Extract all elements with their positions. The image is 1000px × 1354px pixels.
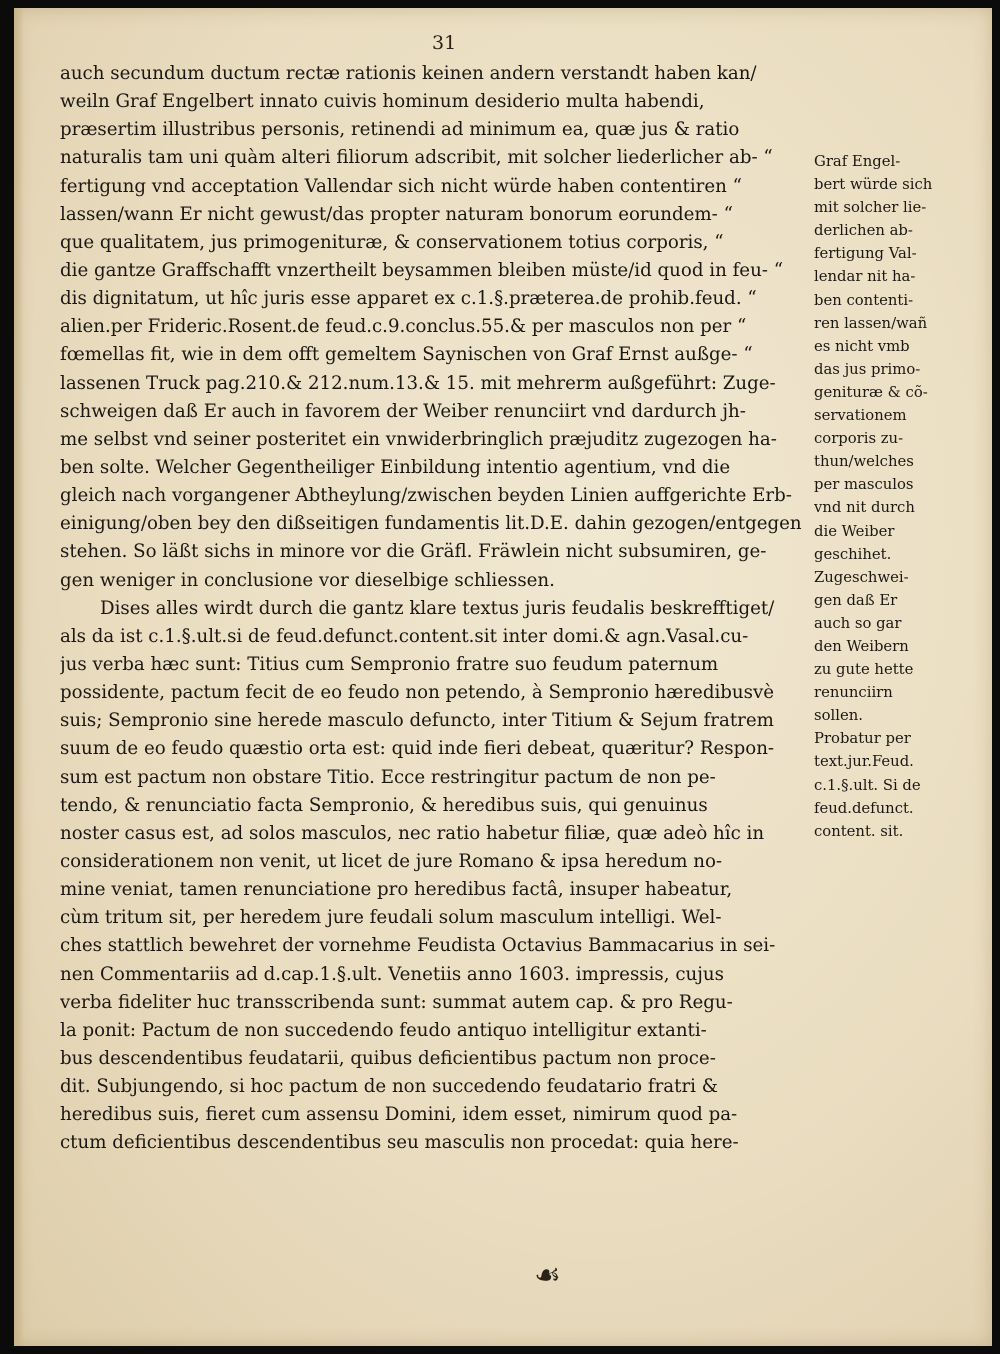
text-line: noster casus est, ad solos masculos, nec ratio habetur filiæ, quæ adeò hîc in [60,822,765,844]
text-line: que qualitatem, jus primogenituræ, & conservationem totius corporis, “ [60,231,724,253]
text-line: considerationem non venit, ut licet de jure Romano & ipsa heredum no- [60,850,723,872]
fleuron-ornament-icon: ☙ [534,1258,561,1293]
margin-note-line: per masculos [814,476,914,494]
margin-note-line: bert würde sich [814,176,933,194]
margin-note-line: c.1.§.ult. Si de [814,776,921,794]
text-line: schweigen daß Er auch in favorem der Weiber renunciirt vnd dardurch jh- [60,400,746,422]
text-line: dis dignitatum, ut hîc juris esse apparet ex c.1.§.præterea.de prohib.feud. “ [60,288,757,310]
text-line: bus descendentibus feudatarii, quibus deficientibus pactum non proce- [60,1047,716,1069]
margin-note-line: corporis zu- [814,430,904,448]
text-line: gen weniger in conclusione vor dieselbige schliessen. [60,569,555,591]
text-line: fertigung vnd acceptation Vallendar sich nicht würde haben contentiren “ [60,175,742,197]
margin-note-line: ren lassen/wañ [814,314,928,332]
page-number: 31 [432,32,457,54]
text-line: lassen/wann Er nicht gewust/das propter naturam bonorum eorundem- “ [60,203,733,225]
margin-note-line: das jus primo- [814,360,921,378]
margin-note-line: servationem [814,407,907,425]
page-edge-stain [14,8,24,1346]
margin-note-line: vnd nit durch [814,499,915,517]
margin-note-line: thun/welches [814,453,914,471]
margin-note-line: genituræ & cõ- [814,383,928,401]
margin-note-line: Graf Engel- [814,153,901,170]
text-line: als da ist c.1.§.ult.si de feud.defunct.content.sit inter domi.& agn.Vasal.cu- [60,625,749,647]
margin-note-line: gen daß Er [814,591,898,609]
text-line: suum de eo feudo quæstio orta est: quid inde fieri debeat, quæritur? Respon- [60,738,775,760]
margin-note-line: geschihet. [814,545,892,563]
book-page [14,8,992,1346]
margin-note-line: Probatur per [814,730,911,748]
text-line: heredibus suis, fieret cum assensu Domini, idem esset, nimirum quod pa- [60,1104,738,1126]
margin-note-line: zu gute hette [814,661,914,679]
text-line: cùm tritum sit, per heredem jure feudali solum masculum intelligi. Wel- [60,907,722,929]
text-line: jus verba hæc sunt: Titius cum Sempronio fratre suo feudum paternum [60,653,719,675]
text-line: præsertim illustribus personis, retinendi ad minimum ea, quæ jus & ratio [60,119,740,141]
margin-note-line: den Weibern [814,637,909,655]
margin-note-line: lendar nit ha- [814,268,916,286]
margin-note-line: es nicht vmb [814,337,910,355]
text-line: tendo, & renunciatio facta Sempronio, & heredibus suis, qui genuinus [60,794,708,816]
margin-note-line: mit solcher lie- [814,199,927,217]
text-line: ches stattlich bewehret der vornehme Feudista Octavius Bammacarius in sei- [60,935,776,957]
text-line: einigung/oben bey den dißseitigen fundamentis lit.D.E. dahin gezogen/entgegen [60,513,802,535]
text-line: auch secundum ductum rectæ rationis keinen andern verstandt haben kan/ [60,63,757,84]
margin-note-line: auch so gar [814,614,902,632]
marginal-notes [814,150,984,843]
margin-note-line: ben contenti- [814,291,914,309]
text-line: possidente, pactum fecit de eo feudo non petendo, à Sempronio hæredibusvè [60,682,775,704]
margin-note-line: sollen. [814,707,863,725]
margin-note-line: renunciirn [814,684,893,702]
text-line: sum est pactum non obstare Titio. Ecce restringitur pactum de non pe- [60,766,716,788]
text-line: fœmellas fit, wie in dem offt gemeltem Saynischen von Graf Ernst außge- “ [60,344,753,366]
text-line: alien.per Frideric.Rosent.de feud.c.9.conclus.55.& per masculos non per “ [60,316,747,338]
margin-note-line: text.jur.Feud. [814,753,914,771]
paragraph-start-line: Dises alles wirdt durch die gantz klare textus juris feudalis beskrefftiget/ [100,597,775,619]
text-line: dit. Subjungendo, si hoc pactum de non succedendo feudatario fratri & [60,1076,718,1098]
text-line: me selbst vnd seiner posteritet ein vnwiderbringlich præjuditz zugezogen ha- [60,428,777,450]
margin-note-line: derlichen ab- [814,222,913,240]
margin-note-line: die Weiber [814,522,895,540]
margin-note-line: content. sit. [814,822,904,840]
main-text-column [60,60,835,1157]
margin-note-line: fertigung Val- [814,245,917,263]
text-line: verba fideliter huc transscribenda sunt: summat autem cap. & pro Regu- [60,991,733,1013]
text-line: weiln Graf Engelbert innato cuivis hominum desiderio multa habendi, [60,91,705,113]
text-line: stehen. So läßt sichs in minore vor die Gräfl. Fräwlein nicht subsumiren, ge- [60,541,767,563]
text-line: die gantze Graffschafft vnzertheilt beysammen bleiben müste/id quod in feu- “ [60,259,784,281]
text-line: ben solte. Welcher Gegentheiliger Einbildung intentio agentium, vnd die [60,456,731,478]
text-line: ctum deficientibus descendentibus seu masculis non procedat: quia here- [60,1132,739,1154]
text-line: naturalis tam uni quàm alteri filiorum adscribit, mit solcher liederlicher ab- “ [60,147,773,169]
text-line: nen Commentariis ad d.cap.1.§.ult. Venetiis anno 1603. impressis, cujus [60,963,724,985]
text-line: mine veniat, tamen renunciatione pro heredibus factâ, insuper habeatur, [60,879,733,901]
text-line: la ponit: Pactum de non succedendo feudo antiquo intelligitur extanti- [60,1019,707,1041]
text-line: suis; Sempronio sine herede masculo defuncto, inter Titium & Sejum fratrem [60,710,774,732]
text-line: lassenen Truck pag.210.& 212.num.13.& 15. mit mehrerm außgeführt: Zuge- [60,372,776,394]
text-line: gleich nach vorgangener Abtheylung/zwischen beyden Linien auffgerichte Erb- [60,485,792,507]
margin-note-line: Zugeschwei- [814,568,909,586]
margin-note-line: feud.defunct. [814,799,914,817]
